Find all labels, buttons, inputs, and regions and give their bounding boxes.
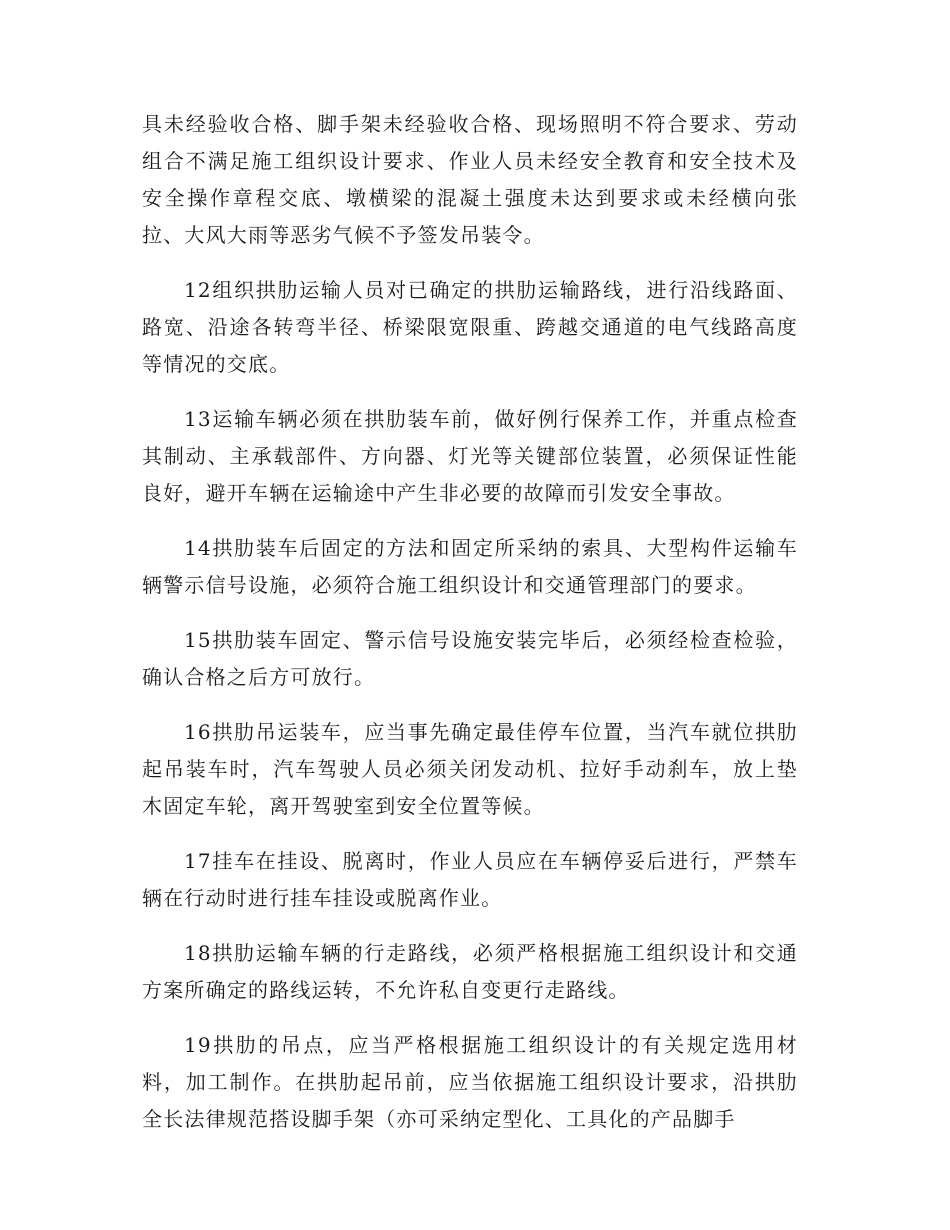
paragraph-14: 14拱肋装车后固定的方法和固定所采纳的索具、大型构件运输车辆警示信号设施，必须符合施工组织设计和交通管理部门的要求。 bbox=[142, 536, 798, 597]
paragraph-19: 19拱肋的吊点，应当严格根据施工组织设计的有关规定选用材料，加工制作。在拱肋起吊前，应当依据施工组织设计要求，沿拱肋全长法律规范搭设脚手架（亦可采纳定型化、工具化的产品脚手 bbox=[142, 1033, 798, 1131]
paragraph-18: 18拱肋运输车辆的行走路线，必须严格根据施工组织设计和交通方案所确定的路线运转，不允许私自变更行走路线。 bbox=[142, 941, 798, 1002]
paragraph-13: 13运输车辆必须在拱肋装车前，做好例行保养工作，并重点检查其制动、主承载部件、方向器、灯光等关键部位装置，必须保证性能良好，避开车辆在运输途中产生非必要的故障而引发安全事故。 bbox=[142, 407, 798, 505]
paragraph-16: 16拱肋吊运装车，应当事先确定最佳停车位置，当汽车就位拱肋起吊装车时，汽车驾驶人员必须关闭发动机、拉好手动刹车，放上垫木固定车轮，离开驾驶室到安全位置等候。 bbox=[142, 720, 798, 818]
paragraph-17: 17挂车在挂设、脱离时，作业人员应在车辆停妥后进行，严禁车辆在行动时进行挂车挂设或脱离作业。 bbox=[142, 849, 798, 910]
document-body bbox=[142, 106, 798, 1138]
paragraph-12: 12组织拱肋运输人员对已确定的拱肋运输路线，进行沿线路面、路宽、沿途各转弯半径、桥梁限宽限重、跨越交通道的电气线路高度等情况的交底。 bbox=[142, 278, 798, 376]
paragraph-15: 15拱肋装车固定、警示信号设施安装完毕后，必须经检查检验，确认合格之后方可放行。 bbox=[142, 628, 798, 689]
paragraph-continued: 具未经验收合格、脚手架未经验收合格、现场照明不符合要求、劳动组合不满足施工组织设计要求、作业人员未经安全教育和安全技术及安全操作章程交底、墩横梁的混凝土强度未达到要求或未经横向张拉、大风大雨等恶劣气候不予签发吊装令。 bbox=[142, 112, 798, 247]
